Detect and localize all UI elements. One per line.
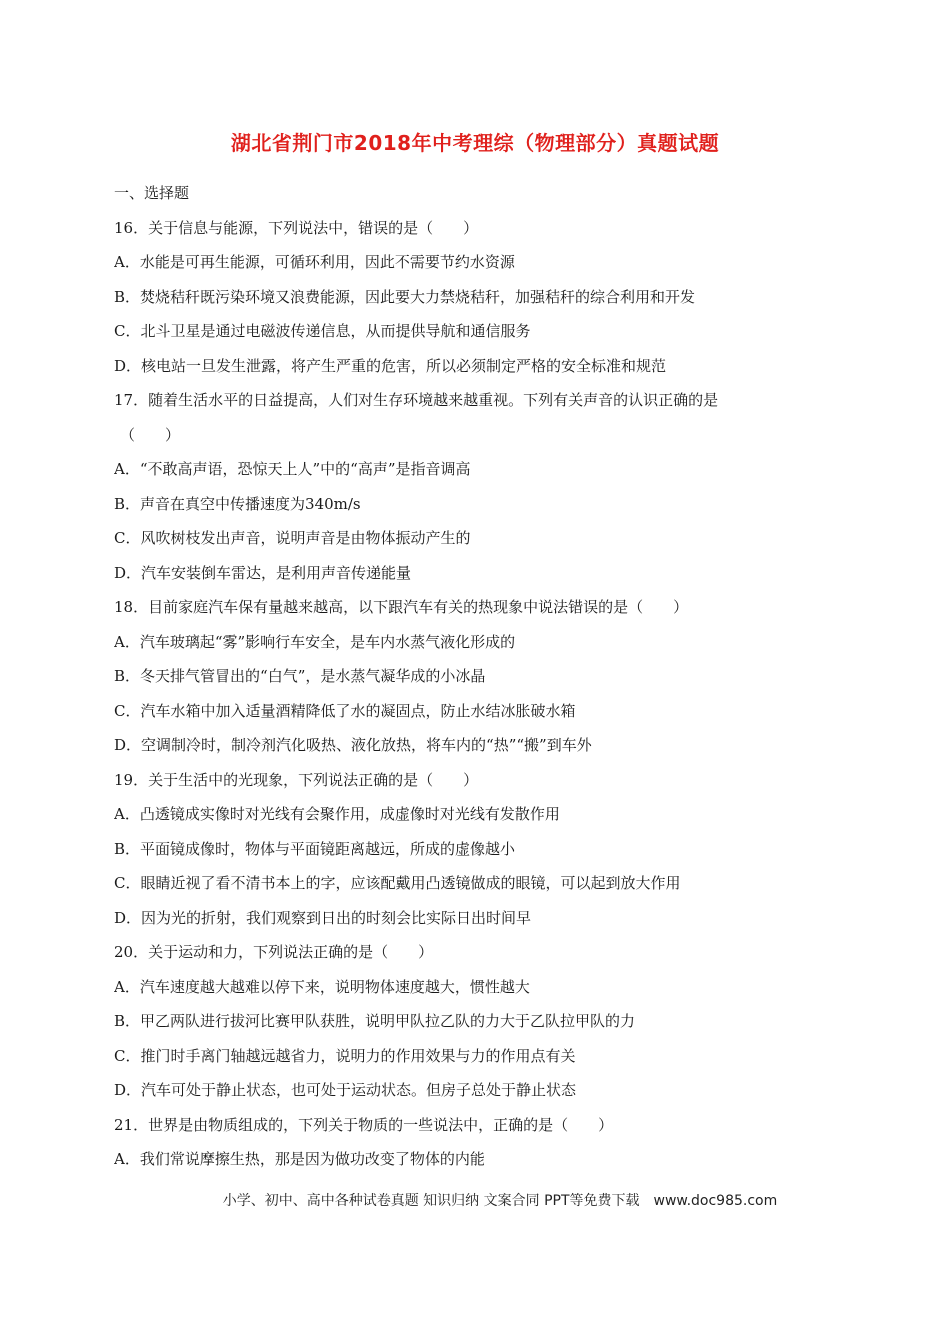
option-17c: C．风吹树枝发出声音，说明声音是由物体振动产生的 [114,529,471,547]
option-19b: B．平面镜成像时，物体与平面镜距离越远，所成的虚像越小 [114,839,516,858]
question-20: 20．关于运动和力，下列说法正确的是（ ） [114,943,434,961]
document-body [114,176,854,1177]
option-17d: D．汽车安装倒车雷达，是利用声音传递能量 [114,563,412,582]
section-heading: 一、选择题 [114,184,190,202]
page-footer: 小学、初中、高中各种试卷真题 知识归纳 文案合同 PPT等免费下载 www.doc985.com [222,1193,778,1209]
page-title: 湖北省荆门市2018年中考理综（物理部分）真题试题 [230,131,720,155]
question-21: 21．世界是由物质组成的，下列关于物质的一些说法中，正确的是（ ） [114,1115,614,1134]
option-17b: B．声音在真空中传播速度为340m/s [114,494,361,513]
option-18b: B．冬天排气管冒出的“白气”，是水蒸气凝华成的小冰晶 [114,667,486,685]
option-20b: B．甲乙两队进行拔河比赛甲队获胜，说明甲队拉乙队的力大于乙队拉甲队的力 [114,1012,636,1030]
option-16c: C．北斗卫星是通过电磁波传递信息，从而提供导航和通信服务 [114,322,531,340]
option-18d: D．空调制冷时，制冷剂汽化吸热、液化放热，将车内的“热”“搬”到车外 [114,736,592,754]
question-16: 16．关于信息与能源，下列说法中，错误的是（ ） [114,218,479,237]
option-19c: C．眼睛近视了看不清书本上的字，应该配戴用凸透镜做成的眼镜，可以起到放大作用 [114,874,681,892]
option-16a: A．水能是可再生能源，可循环利用，因此不需要节约水资源 [114,253,515,271]
question-19: 19．关于生活中的光现象，下列说法正确的是（ ） [114,770,479,789]
question-18: 18．目前家庭汽车保有量越来越高，以下跟汽车有关的热现象中说法错误的是（ ） [114,598,689,616]
question-17-bracket: （ ） [120,425,181,444]
option-20c: C．推门时手离门轴越远越省力，说明力的作用效果与力的作用点有关 [114,1046,576,1065]
option-18c: C．汽车水箱中加入适量酒精降低了水的凝固点，防止水结冰胀破水箱 [114,701,576,720]
option-17a: A．“不敢高声语，恐惊天上人”中的“高声”是指音调高 [114,460,471,478]
question-17: 17．随着生活水平的日益提高，人们对生存环境越来越重视。下列有关声音的认识正确的是 [114,391,719,409]
option-20a: A．汽车速度越大越难以停下来，说明物体速度越大，惯性越大 [114,977,530,996]
option-16b: B．焚烧秸秆既污染环境又浪费能源，因此要大力禁烧秸秆，加强秸秆的综合利用和开发 [114,287,696,306]
option-16d: D．核电站一旦发生泄露，将产生严重的危害，所以必须制定严格的安全标准和规范 [114,356,667,375]
option-19a: A．凸透镜成实像时对光线有会聚作用，成虚像时对光线有发散作用 [114,805,560,823]
option-19d: D．因为光的折射，我们观察到日出的时刻会比实际日出时间早 [114,908,532,927]
option-18a: A．汽车玻璃起“雾”影响行车安全，是车内水蒸气液化形成的 [114,632,516,651]
option-20d: D．汽车可处于静止状态，也可处于运动状态。但房子总处于静止状态 [114,1081,577,1099]
option-21a: A．我们常说摩擦生热，那是因为做功改变了物体的内能 [114,1150,485,1168]
